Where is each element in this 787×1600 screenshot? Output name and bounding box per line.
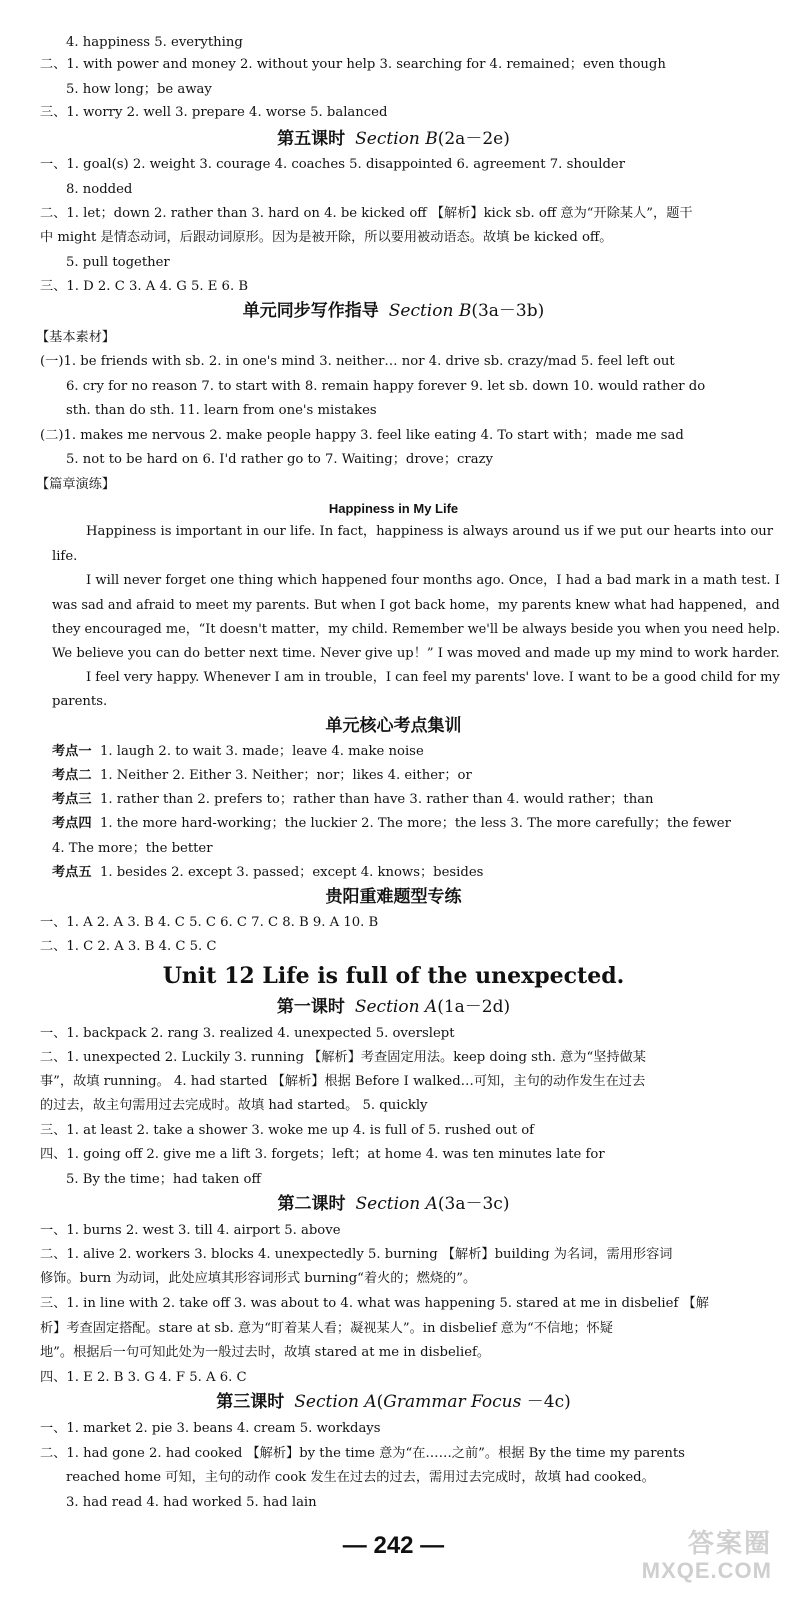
key-point-line: 4. The more；the better bbox=[52, 841, 213, 856]
section-heading bbox=[0, 886, 787, 908]
key-point-line: 考点三 1. rather than 2. prefers to；rather than have 3. rather than 4. would rather；than bbox=[52, 792, 654, 807]
key-point-line: 考点二 1. Neither 2. Either 3. Neither；nor；likes 4. either；or bbox=[52, 768, 472, 783]
answer-line: 二、1. alive 2. workers 3. blocks 4. unexpectedly 5. burning 【解析】building 为名词，需用形容词 bbox=[40, 1247, 673, 1262]
answer-line: 地”。根据后一句可知此处为一般过去时，故填 stared at me in disbelief。 bbox=[40, 1345, 491, 1360]
answer-line: 三、1. at least 2. take a shower 3. woke me up 4. is full of 5. rushed out of bbox=[40, 1123, 535, 1138]
answer-line: 二、1. C 2. A 3. B 4. C 5. C bbox=[40, 939, 217, 954]
answer-line: 中 might 是情态动词，后跟动词原形。因为是被开除，所以要用被动语态。故填 be kicked off。 bbox=[40, 230, 613, 245]
section-title: 第三课时 bbox=[216, 1392, 285, 1412]
essay-line: they encouraged me，“It doesn't matter，my child. Remember we'll be always beside you when you need help. bbox=[52, 622, 781, 637]
section-heading bbox=[0, 1391, 787, 1413]
answer-line: 3. had read 4. had worked 5. had lain bbox=[66, 1495, 317, 1510]
answer-line: (二)1. makes me nervous 2. make people happy 3. feel like eating 4. To start with；made me sad bbox=[40, 428, 684, 443]
section-title: 单元核心考点集训 bbox=[325, 716, 462, 736]
answer-line: 5. how long；be away bbox=[66, 82, 212, 97]
watermark-logo: 答案圈 MXQE.COM bbox=[641, 1528, 772, 1583]
answer-line: sth. than do sth. 11. learn from one's mistakes bbox=[66, 403, 377, 418]
section-title: 单元同步写作指导 bbox=[242, 301, 379, 321]
section-heading bbox=[0, 996, 787, 1018]
practice-label: 【篇章演练】 bbox=[36, 477, 116, 492]
key-point-line: 考点五 1. besides 2. except 3. passed；except 4. knows；besides bbox=[52, 865, 484, 880]
answer-line: 5. By the time；had taken off bbox=[66, 1172, 261, 1187]
answer-line: 修饰。burn 为动词，此处应填其形容词形式 burning“着火的；燃烧的”。 bbox=[40, 1271, 477, 1286]
key-point-line: 考点一 1. laugh 2. to wait 3. made；leave 4. make noise bbox=[52, 744, 424, 759]
answer-line: 三、1. in line with 2. take off 3. was about to 4. what was happening 5. stared at me in disbelief 【解 bbox=[40, 1296, 709, 1311]
section-heading bbox=[0, 1193, 787, 1215]
answer-line: 三、1. worry 2. well 3. prepare 4. worse 5. balanced bbox=[40, 105, 388, 120]
section-title: 第一课时 bbox=[276, 997, 345, 1017]
unit-title: Unit 12 Life is full of the unexpected. bbox=[162, 963, 625, 989]
answer-line: 的过去，故主句需用过去完成时。故填 had started。 5. quickly bbox=[40, 1098, 428, 1113]
answer-line: (一)1. be friends with sb. 2. in one's mind 3. neither… nor 4. drive sb. crazy/mad 5. feel left out bbox=[40, 354, 675, 369]
section-subtitle: Section B(3a－3b) bbox=[388, 301, 545, 321]
answer-line: 一、1. goal(s) 2. weight 3. courage 4. coaches 5. disappointed 6. agreement 7. shoulder bbox=[40, 157, 626, 172]
essay-line: We believe you can do better next time. Never give up！” I was moved and made up my mind to work harder. bbox=[52, 646, 780, 661]
section-subtitle: Section A(1a－2d) bbox=[354, 997, 511, 1017]
answer-line: 8. nodded bbox=[66, 182, 133, 197]
answer-line: 四、1. going off 2. give me a lift 3. forgets；left；at home 4. was ten minutes late for bbox=[40, 1147, 605, 1162]
key-point-line: 考点四 1. the more hard-working；the luckier 2. The more；the less 3. The more carefully；the fewer bbox=[52, 816, 731, 831]
answer-line: 二、1. with power and money 2. without your help 3. searching for 4. remained；even though bbox=[40, 57, 666, 72]
answer-line: 三、1. D 2. C 3. A 4. G 5. E 6. B bbox=[40, 279, 249, 294]
essay-line: was sad and afraid to meet my parents. But when I got back home，my parents knew what had happened，and bbox=[52, 598, 780, 613]
answer-line: 一、1. backpack 2. rang 3. realized 4. unexpected 5. overslept bbox=[40, 1026, 455, 1041]
section-subtitle: Section B(2a－2e) bbox=[355, 129, 510, 149]
answer-line: 一、1. burns 2. west 3. till 4. airport 5. above bbox=[40, 1223, 341, 1238]
essay-line: I will never forget one thing which happened four months ago. Once，I had a bad mark in a math test. I bbox=[86, 573, 780, 588]
answer-line: 事”，故填 running。 4. had started 【解析】根据 Before I walked…可知，主句的动作发生在过去 bbox=[40, 1074, 646, 1089]
answer-line: 5. not to be hard on 6. I'd rather go to 7. Waiting；drove；crazy bbox=[66, 452, 493, 467]
section-subtitle: Section A(Grammar Focus －4c) bbox=[294, 1392, 571, 1412]
section-heading bbox=[0, 128, 787, 150]
essay-line: Happiness is important in our life. In fact，happiness is always around us if we put our hearts into our bbox=[86, 524, 774, 539]
answer-line: 二、1. let；down 2. rather than 3. hard on 4. be kicked off 【解析】kick sb. off 意为“开除某人”，题干 bbox=[40, 206, 693, 221]
essay-line: parents. bbox=[52, 694, 108, 709]
section-heading bbox=[0, 715, 787, 737]
answer-line: 6. cry for no reason 7. to start with 8. remain happy forever 9. let sb. down 10. would rather do bbox=[66, 379, 706, 394]
page-number: — 242 — bbox=[342, 1532, 445, 1559]
answer-line: 一、1. A 2. A 3. B 4. C 5. C 6. C 7. C 8. B 9. A 10. B bbox=[40, 915, 379, 930]
essay-line: I feel very happy. Whenever I am in trouble，I can feel my parents' love. I want to be a good child for my bbox=[86, 670, 780, 685]
answer-line: 四、1. E 2. B 3. G 4. F 5. A 6. C bbox=[40, 1370, 247, 1385]
section-title: 贵阳重难题型专练 bbox=[325, 887, 462, 907]
section-subtitle: Section A(3a－3c) bbox=[355, 1194, 510, 1214]
answer-line: 5. pull together bbox=[66, 255, 170, 270]
answer-line: 二、1. unexpected 2. Luckily 3. running 【解析】考查固定用法。keep doing sth. 意为“坚持做某 bbox=[40, 1050, 646, 1065]
answer-line: 析】考查固定搭配。stare at sb. 意为“盯着某人看；凝视某人”。in disbelief 意为“不信地；怀疑 bbox=[40, 1321, 613, 1336]
answer-line: reached home 可知，主句的动作 cook 发生在过去的过去，需用过去完成时，故填 had cooked。 bbox=[66, 1470, 655, 1485]
answer-line: 一、1. market 2. pie 3. beans 4. cream 5. workdays bbox=[40, 1421, 381, 1436]
answer-line: 4. happiness 5. everything bbox=[66, 35, 243, 50]
answer-line: 二、1. had gone 2. had cooked 【解析】by the time 意为“在……之前”。根据 By the time my parents bbox=[40, 1446, 685, 1461]
section-title: 第二课时 bbox=[277, 1194, 346, 1214]
section-heading bbox=[0, 300, 787, 322]
material-label: 【基本素材】 bbox=[36, 330, 116, 345]
essay-line: life. bbox=[52, 549, 78, 564]
section-title: 第五课时 bbox=[277, 129, 346, 149]
essay-title: Happiness in My Life bbox=[328, 501, 459, 516]
